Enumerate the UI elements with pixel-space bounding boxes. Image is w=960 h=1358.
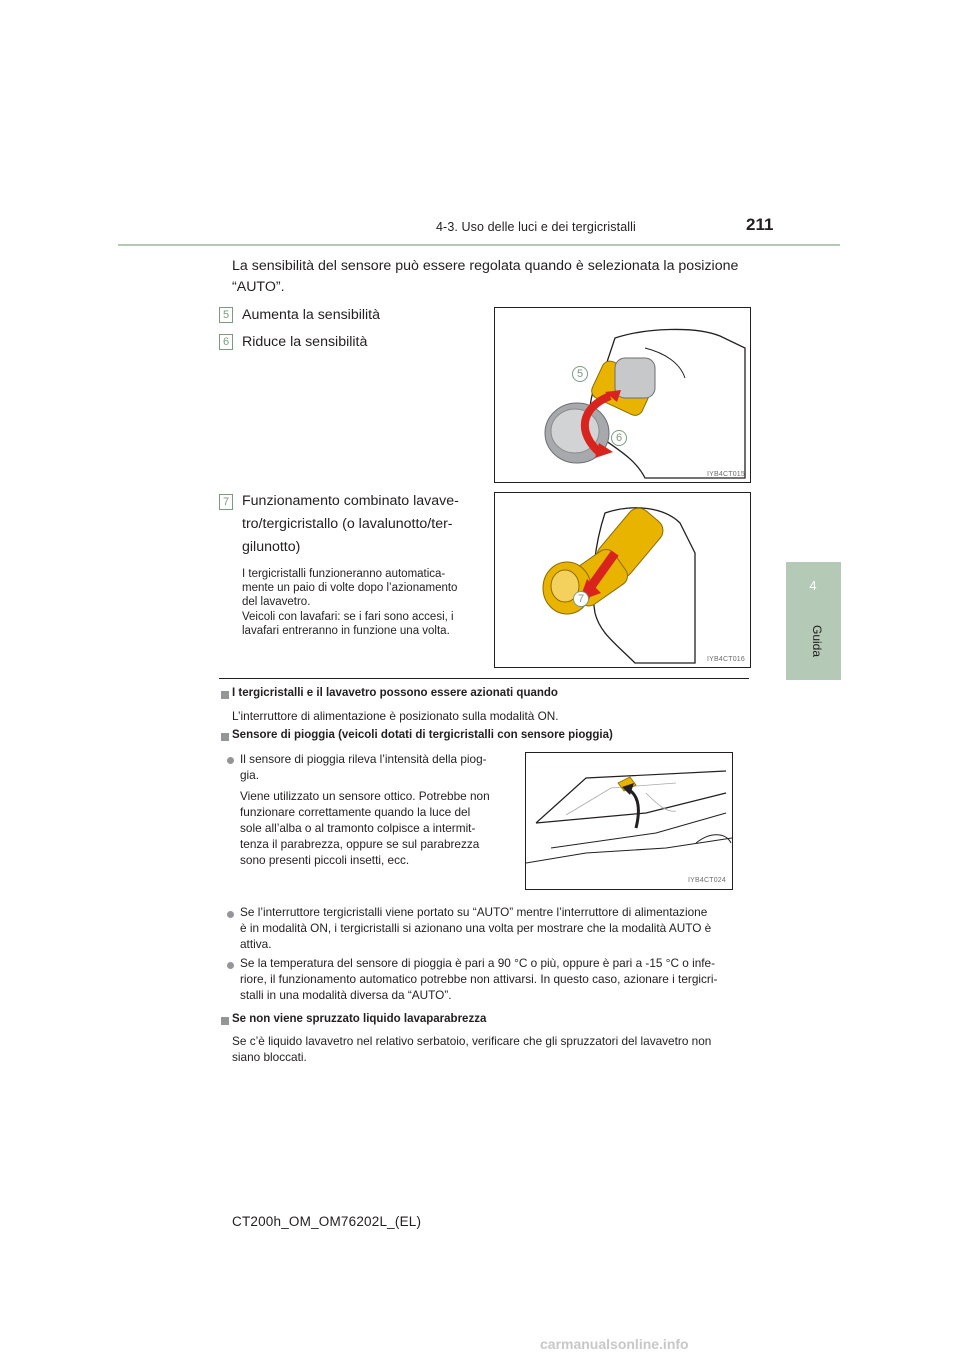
auto-mode-text: è in modalità ON, i tergicristalli si azionano una volta per mostrare che la modalità AUTO è bbox=[240, 921, 712, 935]
note-title: Se non viene spruzzato liquido lavaparabrezza bbox=[232, 1013, 487, 1025]
bullet-dot-icon bbox=[227, 911, 234, 918]
item-washer-line-3: gilunotto) bbox=[242, 539, 301, 555]
watermark: carmanualsonline.info bbox=[540, 1336, 689, 1352]
note-square-icon bbox=[221, 1017, 229, 1025]
rain-sensor-text: tenza il parabrezza, oppure se sul parabrezza bbox=[240, 837, 480, 851]
figure-label: IYB4CT024 bbox=[688, 877, 726, 884]
item-number-badge: 6 bbox=[219, 334, 233, 350]
figure-label: IYB4CT015 bbox=[707, 471, 745, 478]
temperature-text: Se la temperatura del sensore di pioggia è pari a 90 °C o più, oppure è pari a -15 °C o infe- bbox=[240, 956, 716, 970]
chapter-label bbox=[797, 612, 837, 672]
intro-line-2: “AUTO”. bbox=[232, 279, 285, 295]
figure-washer-lever bbox=[494, 492, 751, 668]
note-title: I tergicristalli e il lavavetro possono essere azionati quando bbox=[232, 687, 558, 699]
auto-mode-text: Se l’interruttore tergicristalli viene portato su “AUTO” mentre l’interruttore di alimentazione bbox=[240, 905, 708, 919]
rain-sensor-text: Il sensore di pioggia rileva l’intensità della piog- bbox=[240, 752, 487, 766]
item-increase-sensitivity: Aumenta la sensibilità bbox=[242, 307, 381, 323]
rain-sensor-text: funzionare correttamente quando la luce del bbox=[240, 805, 471, 819]
item-decrease-sensitivity: Riduce la sensibilità bbox=[242, 334, 368, 350]
auto-mode-text: attiva. bbox=[240, 937, 272, 951]
washer-desc-line: mente un paio di volte dopo l’azionamento bbox=[242, 582, 458, 594]
rain-sensor-text: Viene utilizzato un sensore ottico. Potrebbe non bbox=[240, 789, 490, 803]
item-washer-line-2: tro/tergicristallo (o lavalunotto/ter- bbox=[242, 516, 453, 532]
bullet-dot-icon bbox=[227, 757, 234, 764]
item-number-badge: 7 bbox=[219, 494, 233, 510]
callout-6-icon: 6 bbox=[611, 430, 627, 446]
section-title: 4-3. Uso delle luci e dei tergicristalli bbox=[436, 220, 636, 234]
figure-rain-sensor bbox=[525, 752, 733, 890]
washer-desc-line: I tergicristalli funzioneranno automatica- bbox=[242, 568, 446, 580]
rain-sensor-text: sono presenti piccoli insetti, ecc. bbox=[240, 853, 410, 867]
item-washer-line-1: Funzionamento combinato lavave- bbox=[242, 493, 459, 509]
hand-knob-illustration bbox=[495, 308, 750, 482]
rain-sensor-text: sole all’alba o al tramonto colpisce a intermit- bbox=[240, 821, 476, 835]
section-divider bbox=[219, 678, 749, 679]
figure-sensitivity-knob bbox=[494, 307, 751, 483]
rain-sensor-text: gia. bbox=[240, 768, 260, 782]
item-number-badge: 5 bbox=[219, 307, 233, 323]
note-square-icon bbox=[221, 733, 229, 741]
bullet-dot-icon bbox=[227, 962, 234, 969]
note-title: Sensore di pioggia (veicoli dotati di tergicristalli con sensore pioggia) bbox=[232, 729, 613, 741]
chapter-number: 4 bbox=[809, 578, 817, 593]
temperature-text: riore, il funzionamento automatico potrebbe non attivarsi. In questo caso, azionare i tergicri- bbox=[240, 972, 718, 986]
page-number: 211 bbox=[746, 215, 774, 234]
washer-desc-line: lavafari entreranno in funzione una volta. bbox=[242, 625, 450, 637]
note-body: Se c’è liquido lavavetro nel relativo serbatoio, verificare che gli spruzzatori del lavavetro non bbox=[232, 1034, 712, 1048]
header-rule bbox=[118, 244, 840, 246]
temperature-text: stalli in una modalità diversa da “AUTO”. bbox=[240, 988, 452, 1002]
intro-line-1: La sensibilità del sensore può essere regolata quando è selezionata la posizione bbox=[232, 258, 739, 274]
washer-desc-line: Veicoli con lavafari: se i fari sono accesi, i bbox=[242, 611, 454, 623]
note-body: L’interruttore di alimentazione è posizionato sulla modalità ON. bbox=[232, 709, 559, 723]
document-code: CT200h_OM_OM76202L_(EL) bbox=[232, 1214, 422, 1229]
hand-lever-illustration bbox=[495, 493, 750, 667]
chapter-label-text: Guida bbox=[810, 624, 824, 658]
note-square-icon bbox=[221, 691, 229, 699]
note-body: siano bloccati. bbox=[232, 1050, 307, 1064]
callout-7-icon: 7 bbox=[573, 591, 589, 607]
figure-label: IYB4CT016 bbox=[707, 656, 745, 663]
washer-desc-line: del lavavetro. bbox=[242, 596, 311, 608]
windshield-illustration bbox=[526, 753, 732, 889]
callout-5-icon: 5 bbox=[572, 366, 588, 382]
